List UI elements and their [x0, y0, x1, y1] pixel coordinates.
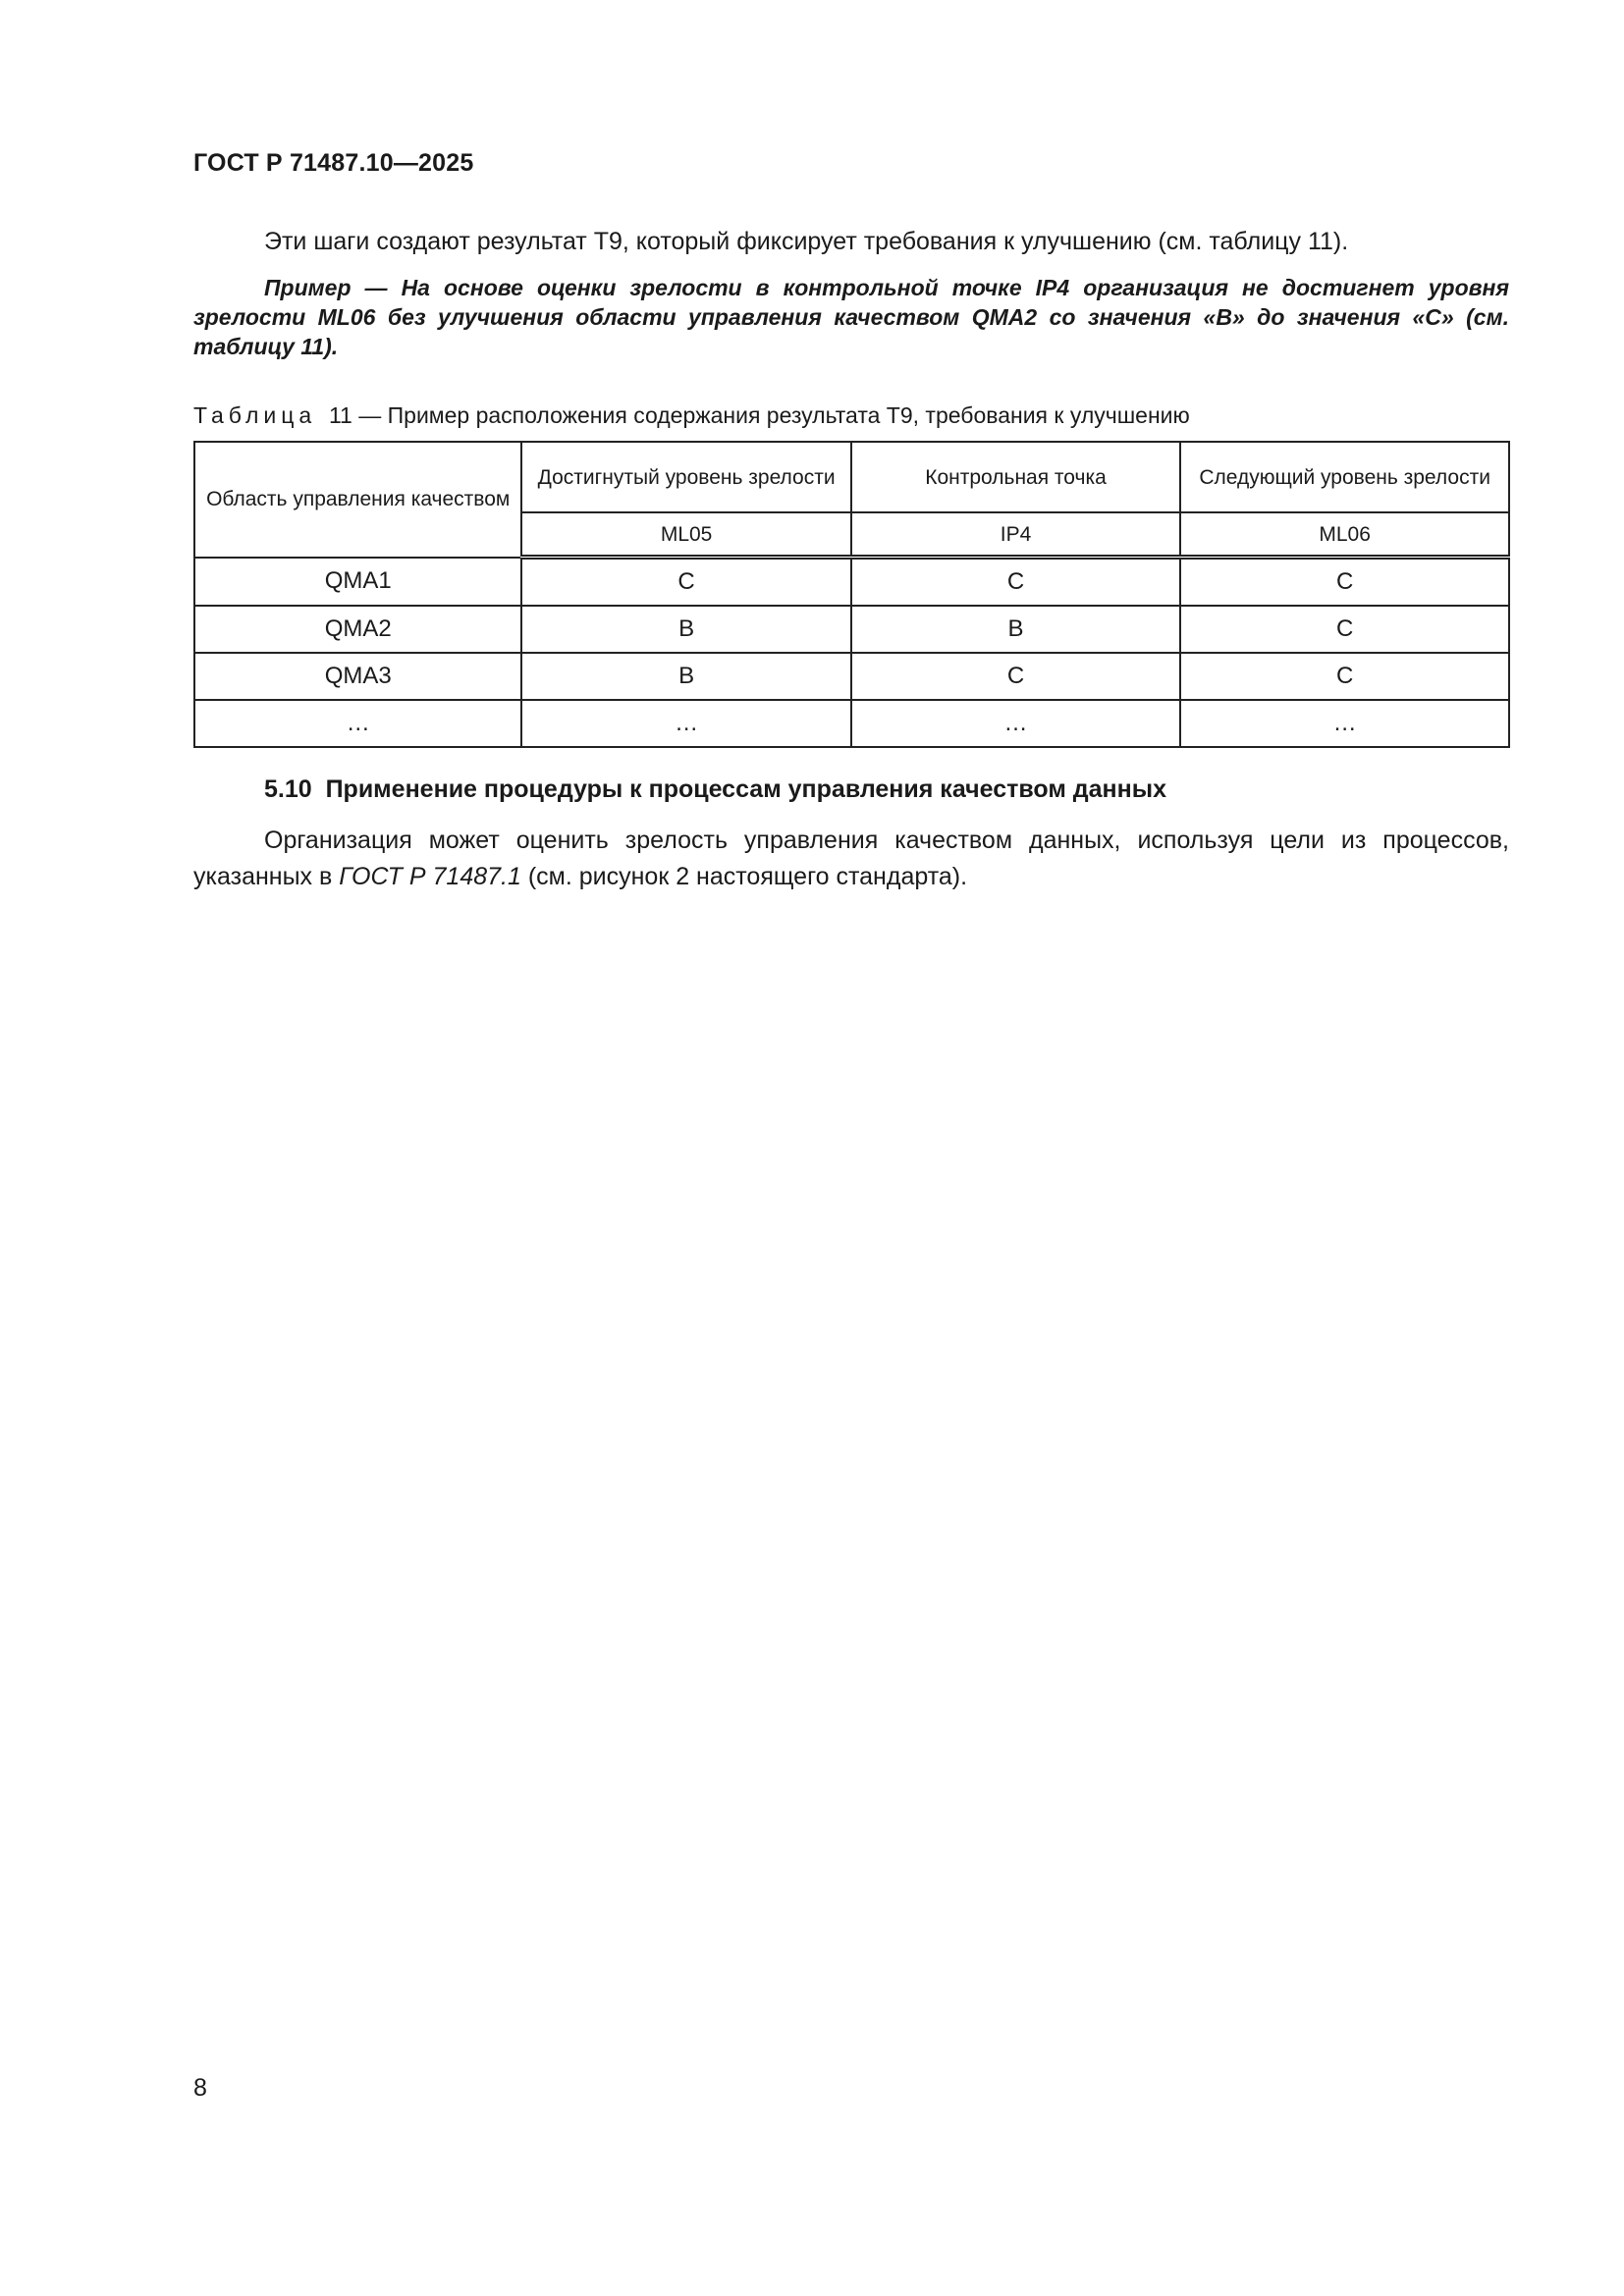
table-row [194, 653, 1509, 700]
table-cell: C [851, 653, 1181, 700]
improvement-requirements-table [193, 441, 1510, 748]
page-number: 8 [193, 2074, 207, 2102]
table-cell: … [194, 700, 521, 747]
table-row [194, 558, 1509, 607]
section-title: Применение процедуры к процессам управления качеством данных [325, 775, 1166, 803]
table-cell: C [1180, 653, 1509, 700]
table-cell: B [851, 606, 1181, 653]
table-row [194, 606, 1509, 653]
example-note: Пример — На основе оценки зрелости в контрольной точке IP4 организация не достигнет уровня зрелости ML06 без улучшения области управления качеством QMA2 со значения «В» до значения «С» (см. таблицу 11). [193, 275, 1509, 359]
table-cell: QMA2 [194, 606, 521, 653]
table-cell: B [521, 653, 850, 700]
table-cell: … [1180, 700, 1509, 747]
section-heading [264, 775, 1166, 804]
table-caption-text: 11 — Пример расположения содержания результата Т9, требования к улучшению [328, 402, 1190, 428]
paragraph-organization-assessment [193, 823, 1509, 895]
paragraph-results-t9: Эти шаги создают результат Т9, который фиксирует требования к улучшению (см. таблицу 11). [264, 228, 1349, 255]
paragraph-text-after: (см. рисунок 2 настоящего стандарта). [520, 863, 968, 890]
table-cell: … [521, 700, 850, 747]
subheader-next-level: ML06 [1180, 512, 1509, 558]
table-cell: QMA3 [194, 653, 521, 700]
table-cell: C [1180, 606, 1509, 653]
subheader-checkpoint: IP4 [851, 512, 1181, 558]
table-row [194, 700, 1509, 747]
paragraph-text-before: Организация может оценить зрелость управления качеством данных, используя цели из процессов, указанных в [193, 827, 1509, 890]
header-next-level: Следующий уровень зрелости [1180, 442, 1509, 512]
header-quality-area: Область управления качеством [194, 442, 521, 558]
document-code-header: ГОСТ Р 71487.10—2025 [193, 149, 474, 177]
table-cell: QMA1 [194, 558, 521, 607]
table-cell: C [851, 558, 1181, 607]
subheader-achieved-level: ML05 [521, 512, 850, 558]
table-cell: C [521, 558, 850, 607]
table-cell: … [851, 700, 1181, 747]
table-cell: B [521, 606, 850, 653]
table-caption-label: Таблица [193, 402, 317, 428]
standard-reference: ГОСТ Р 71487.1 [339, 863, 521, 890]
table-caption [193, 400, 1190, 430]
table-cell: C [1180, 558, 1509, 607]
section-number: 5.10 [264, 775, 312, 803]
header-checkpoint: Контрольная точка [851, 442, 1181, 512]
header-achieved-level: Достигнутый уровень зрелости [521, 442, 850, 512]
